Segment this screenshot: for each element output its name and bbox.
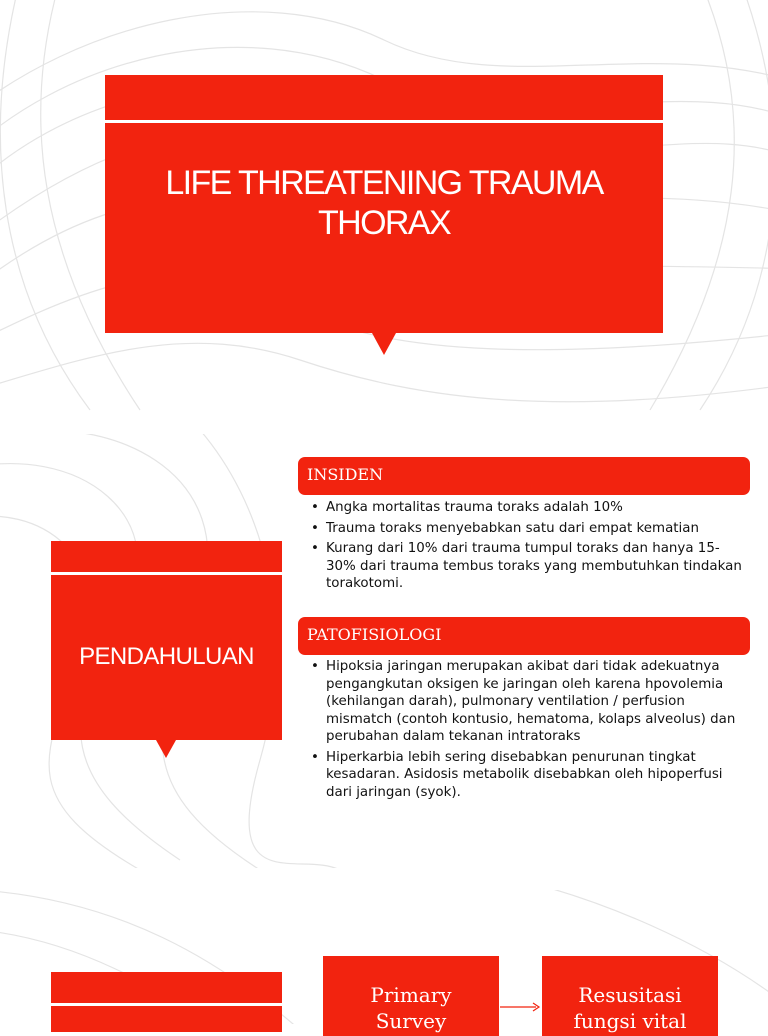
insiden-list <box>309 499 749 596</box>
insiden-heading: INSIDEN <box>298 457 750 495</box>
bullet-text: Angka mortalitas trauma toraks adalah 10% <box>326 500 623 515</box>
list-item <box>309 499 749 517</box>
bullet-dot-icon: • <box>311 541 319 556</box>
list-item <box>309 749 749 802</box>
bullet-dot-icon: • <box>311 520 319 536</box>
title-pointer <box>372 333 396 355</box>
section-title: PENDAHULUAN <box>79 643 254 670</box>
list-item <box>309 658 749 746</box>
bullet-dot-icon: • <box>311 749 319 765</box>
patofisiologi-heading: PATOFISIOLOGI <box>298 617 750 655</box>
bullet-text: Hipoksia jaringan merupakan akibat dari tidak adekuatnya pengangkutan oksigen ke jaringan oleh karena hpovolemia (kehilangan darah), pulmonary ventilation / perfusion mismatch (contoh kontusio, hematoma, kolaps alveolus) dan perubahan dalam tekanan intratoraks <box>326 659 736 744</box>
patofisiologi-list <box>309 658 749 804</box>
section-pointer <box>156 740 176 758</box>
slide3-rule <box>51 1003 282 1006</box>
list-item <box>309 520 749 538</box>
slide-title-line1: LIFE THREATENING TRAUMA <box>165 164 603 202</box>
slide-title <box>105 163 663 243</box>
title-banner <box>105 75 663 333</box>
bullet-text: Kurang dari 10% dari trauma tumpul toraks dan hanya 15-30% dari trauma tembus toraks yang membutuhkan tindakan torakotomi. <box>326 541 742 591</box>
slide-separator <box>0 868 768 890</box>
bullet-dot-icon: • <box>311 500 319 515</box>
flow-box-line1: Resusitasi <box>578 983 682 1007</box>
bullet-text: Hiperkarbia lebih sering disebabkan penurunan tingkat kesadaran. Asidosis metabolik disebabkan oleh hipoperfusi dari jaringan (syok). <box>326 749 723 800</box>
flow-box-line2: Survey <box>375 1009 447 1033</box>
slide-title-line2: THORAX <box>317 204 451 242</box>
flow-box-resusitasi <box>542 956 718 1036</box>
bullet-dot-icon: • <box>311 659 319 674</box>
flow-arrow-icon <box>500 1001 541 1013</box>
slide-separator <box>0 412 768 434</box>
flow-box-line1: Primary <box>370 983 452 1007</box>
section-rule <box>51 572 282 575</box>
flow-box-primary-survey <box>323 956 499 1036</box>
list-item <box>309 540 749 593</box>
slide3-banner <box>51 972 282 1032</box>
section-banner <box>51 541 282 740</box>
title-rule <box>105 120 663 123</box>
flow-box-line2: fungsi vital <box>573 1009 687 1033</box>
bullet-text: Trauma toraks menyebabkan satu dari empat kematian <box>326 520 699 536</box>
